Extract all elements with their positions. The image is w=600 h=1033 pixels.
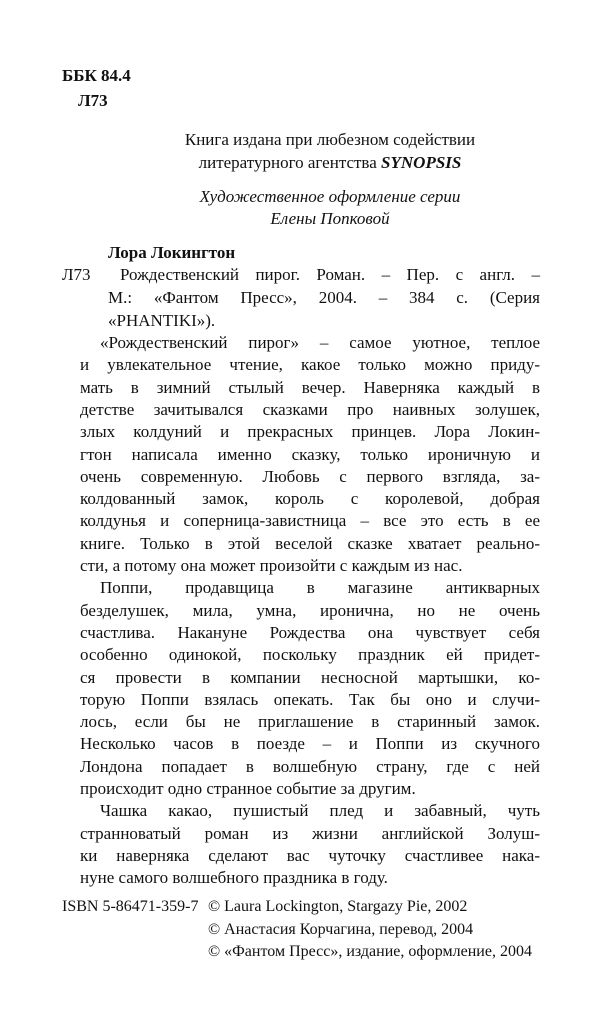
bibliographic-line: «PHANTIKI»). <box>108 311 216 330</box>
annotation-line: «Рождественский пирог» – самое уютное, теплое <box>100 333 540 352</box>
annotation-line: колдованный замок, король с королевой, добрая <box>80 489 540 509</box>
book-author: Лора Локингтон <box>108 243 236 262</box>
annotation-line: Лондона попадает в волшебную страну, где с ней <box>80 756 540 776</box>
design-credit-line-1: Художественное оформление серии <box>199 187 461 206</box>
annotation-line: ки наверняка сделают вас чуточку счастливее нака- <box>80 845 540 865</box>
design-credit-line-2: Елены Попковой <box>270 209 390 228</box>
annotation-line: странноватый роман из жизни английской Золуш- <box>80 823 540 843</box>
bbk-index: ББК 84.4 <box>62 66 131 85</box>
annotation-line: Несколько часов в поезде – и Поппи из скучного <box>80 734 540 754</box>
bibliographic-line: М.: «Фантом Пресс», 2004. – 384 с. (Серия <box>108 288 540 307</box>
annotation-line: злых колдуний и прекрасных принцев. Лора Локин- <box>80 422 540 442</box>
annotation-line: Поппи, продавщица в магазине антикварных <box>100 578 540 598</box>
annotation-line: детстве зачитывался сказками про наивных золушек, <box>80 399 540 419</box>
annotation-line: и увлекательное чтение, какое только можно приду- <box>80 355 540 375</box>
annotation-line: безделушек, мила, умна, иронична, но не очень <box>80 600 540 620</box>
agency-name: SYNOPSIS <box>381 153 462 172</box>
copyright-line: © Laura Lockington, Stargazy Pie, 2002 <box>208 898 468 915</box>
annotation-line: торую Поппи взялась опекать. Так бы оно и случи- <box>80 689 540 709</box>
annotation-line: сти, а потому она может произойти с каждым из нас. <box>80 556 463 575</box>
annotation-line: лось, если бы не приглашение в старинный замок. <box>80 712 540 732</box>
annotation-line: ся провести в компании несносной мартышки, ко- <box>80 667 540 687</box>
annotation-line: книге. Только в этой веселой сказке хватает реально- <box>80 533 540 553</box>
copyright-line: © «Фантом Пресс», издание, оформление, 2004 <box>208 943 532 960</box>
annotation-line: нуне самого волшебного праздника в году. <box>80 868 388 888</box>
annotation-line: счастлива. Накануне Рождества она чувствует себя <box>80 622 540 642</box>
annotation-line: гтон написала именно сказку, только ироничную и <box>80 444 540 464</box>
annotation-line: очень современную. Любовь с первого взгляда, за- <box>80 466 540 486</box>
annotation-line: мать в зимний стылый вечер. Наверняка каждый в <box>80 377 540 397</box>
copyright-line: © Анастасия Корчагина, перевод, 2004 <box>208 921 474 938</box>
annotation-line: особенно одинокой, поскольку праздник ей придет- <box>80 645 540 665</box>
annotation-line: Чашка какао, пушистый плед и забавный, чуть <box>100 801 540 821</box>
acknowledgement-prefix: литературного агентства <box>198 153 382 172</box>
bibliographic-line: Рождественский пирог. Роман. – Пер. с англ. – <box>120 265 540 284</box>
annotation-line: колдунья и соперница-завистница – все это есть в ее <box>80 511 540 531</box>
isbn: ISBN 5-86471-359-7 <box>62 898 199 915</box>
annotation-line: происходит одно странное событие за другим. <box>80 779 416 798</box>
acknowledgement-line-1: Книга издана при любезном содействии <box>184 130 476 149</box>
author-mark: Л73 <box>78 91 108 110</box>
bibliographic-mark: Л73 <box>62 265 91 284</box>
acknowledgement-line-2 <box>130 153 530 173</box>
